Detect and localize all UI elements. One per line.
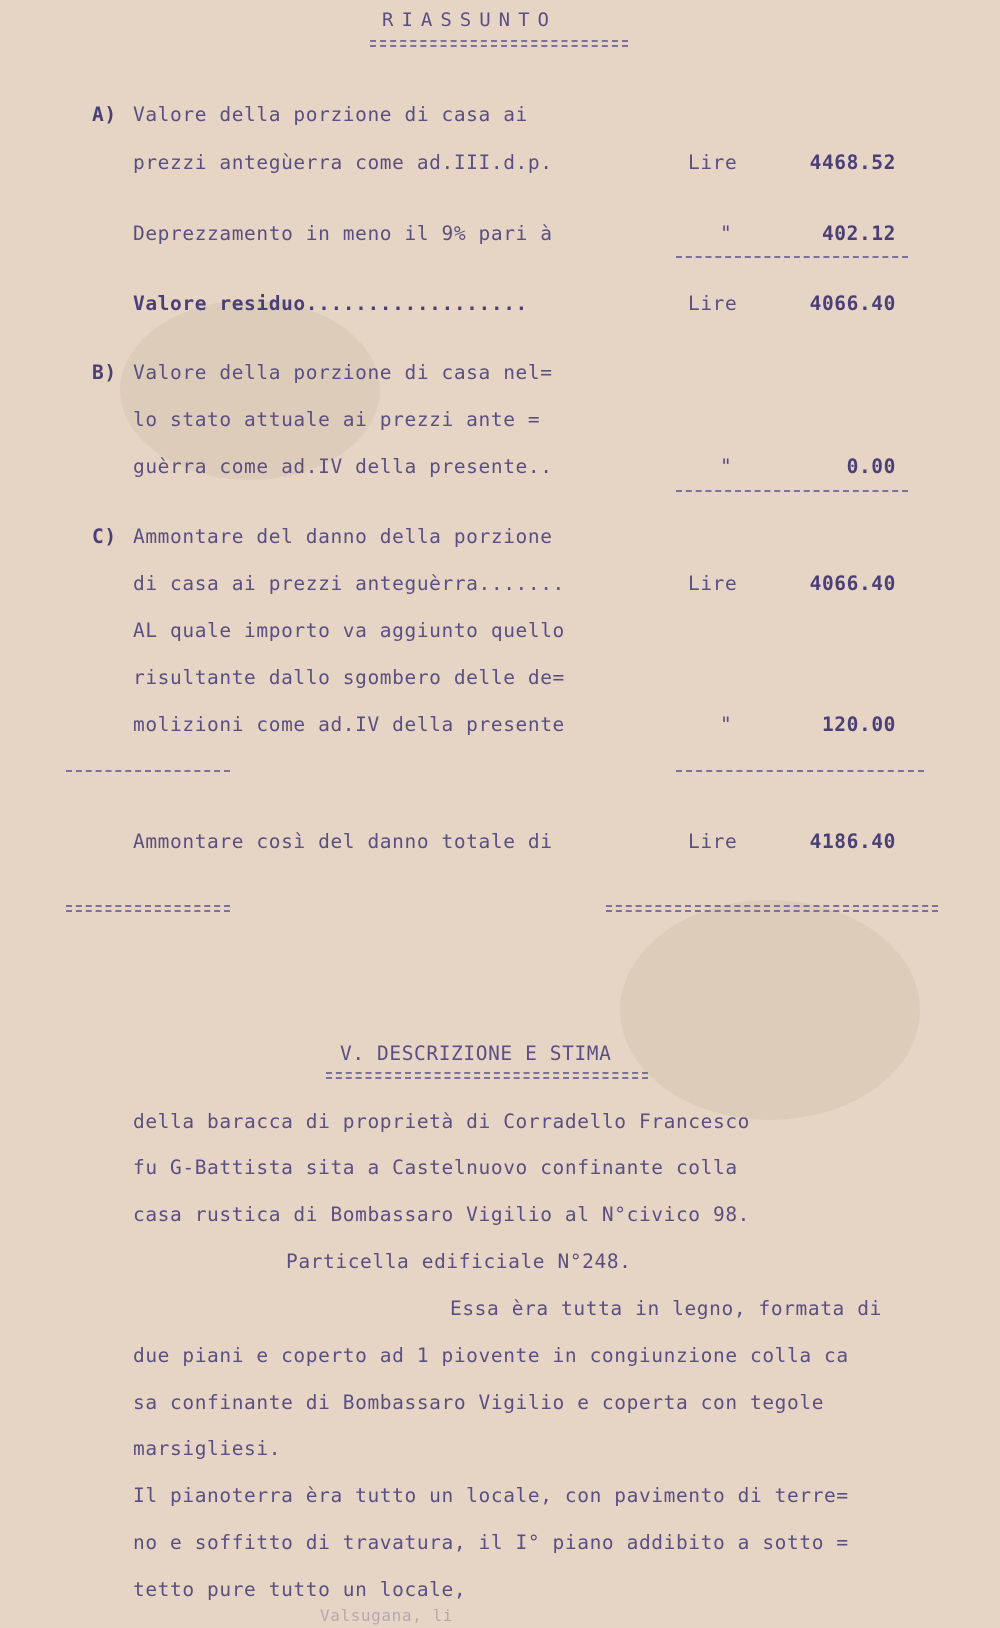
item-c-line1: Ammontare del danno della porzione [133,525,553,548]
item-c-extra-amount: 120.00 [821,713,896,736]
item-a-line2: prezzi antegùerra come ad.III.d.p. [133,151,553,174]
item-b-label: B) [92,361,117,384]
paper-stain [120,300,380,480]
description-line-2: fu G-Battista sita a Castelnuovo confinante colla [133,1156,738,1179]
title-underline [370,40,628,47]
description-line-1: della baracca di proprietà di Corradello Francesco [133,1110,750,1133]
residual-amount: 4066.40 [809,292,896,315]
item-c-line3: AL quale importo va aggiunto quello [133,619,565,642]
total-currency: Lire [688,830,738,853]
item-c-label: C) [92,525,117,548]
residual-currency: Lire [688,292,738,315]
item-c-line4: risultante dallo sgombero delle de= [133,666,565,689]
stamp-text: Valsugana, li [320,1606,454,1625]
residual-line: Valore residuo.................. [133,292,528,315]
riassunto-title: RIASSUNTO [382,9,557,31]
description-line-8: marsigliesi. [133,1437,282,1460]
total-line: Ammontare così del danno totale di [133,830,553,853]
left-double-rule [66,905,230,912]
section-v-underline [326,1072,648,1079]
item-c-amount: 4066.40 [809,572,896,595]
depreciation-ditto: " [720,222,733,245]
item-c-line2: di casa ai prezzi anteguèrra....... [133,572,565,595]
item-c-currency: Lire [688,572,738,595]
item-a-amount: 4468.52 [809,151,896,174]
subtotal-rule [676,256,908,258]
item-b-amount: 0.00 [846,455,896,478]
description-line-9: Il pianoterra èra tutto un locale, con pavimento di terre= [133,1484,849,1507]
item-a-line1: Valore della porzione di casa ai [133,103,528,126]
depreciation-line: Deprezzamento in meno il 9% pari à [133,222,553,245]
item-b-line2: lo stato attuale ai prezzi ante = [133,408,541,431]
left-rule [66,770,230,772]
section-v-heading: V. DESCRIZIONE E STIMA [340,1042,612,1065]
item-b-ditto: " [720,455,733,478]
paper-stain [620,900,920,1120]
description-line-5: Essa èra tutta in legno, formata di [450,1297,882,1320]
item-a-currency: Lire [688,151,738,174]
item-c-ditto: " [720,713,733,736]
description-line-7: sa confinante di Bombassaro Vigilio e coperta con tegole [133,1391,825,1414]
description-line-10: no e soffitto di travatura, il I° piano addibito a sotto = [133,1531,849,1554]
description-line-6: due piani e coperto ad 1 piovente in congiunzione colla ca [133,1344,849,1367]
depreciation-amount: 402.12 [821,222,896,245]
description-line-4: Particella edificiale N°248. [286,1250,632,1273]
right-rule [676,770,924,772]
total-amount: 4186.40 [809,830,896,853]
description-line-3: casa rustica di Bombassaro Vigilio al N°civico 98. [133,1203,750,1226]
item-b-line1: Valore della porzione di casa nel= [133,361,553,384]
description-line-11: tetto pure tutto un locale, [133,1578,467,1601]
item-b-line3: guèrra come ad.IV della presente.. [133,455,553,478]
right-double-rule [606,905,938,912]
item-b-rule [676,490,908,492]
item-c-line5: molizioni come ad.IV della presente [133,713,565,736]
item-a-label: A) [92,103,117,126]
